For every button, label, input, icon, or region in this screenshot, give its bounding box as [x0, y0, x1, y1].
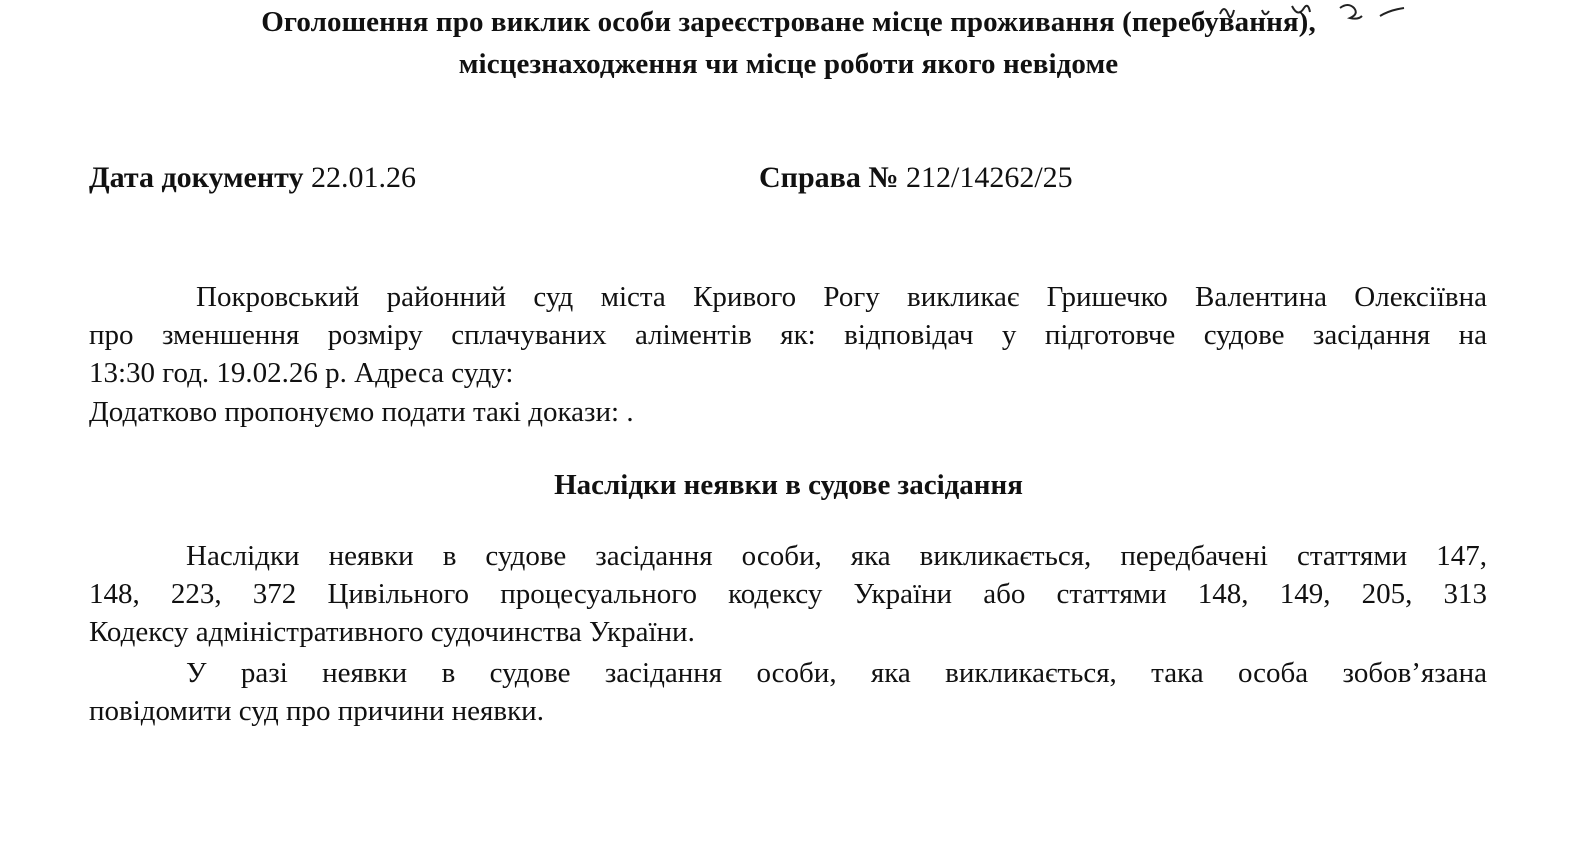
document-date-value: 22.01.26: [310, 161, 416, 194]
evidence-line: Додатково пропонуємо подати такі докази: .: [89, 396, 634, 428]
consequences-p1-line-3: Кодексу адміністративного судочинства України.: [89, 616, 695, 648]
consequences-paragraph-2: [89, 654, 1487, 730]
case-number-value: 212/14262/25: [905, 161, 1073, 194]
summons-line-3: 13:30 год. 19.02.26 р. Адреса суду:: [89, 357, 514, 389]
document-date-label: Дата документу: [89, 161, 304, 194]
document-date: [89, 158, 416, 198]
consequences-p2-line-2: повідомити суд про причини неявки.: [89, 695, 544, 727]
case-number: [759, 158, 1073, 198]
case-number-label: Справа №: [759, 161, 899, 194]
consequences-heading: Наслідки неявки в судове засідання: [554, 469, 1023, 501]
summons-line-2: про зменшення розміру сплачуваних аліментів як: відповідач у підготовче судове засідання на: [89, 319, 1487, 351]
summons-line-1: Покровський районний суд міста Кривого Рогу викликає Гришечко Валентина Олексіївна: [196, 281, 1487, 313]
summons-paragraph: [89, 278, 1487, 392]
document-title-line-1: Оголошення про виклик особи зареєстроване місце проживання (перебування),: [261, 6, 1316, 38]
consequences-paragraph-1: [89, 537, 1487, 651]
consequences-p1-line-2: 148, 223, 372 Цивільного процесуального кодексу України або статтями 148, 149, 205, 313: [89, 578, 1487, 610]
document-title-line-2: місцезнаходження чи місце роботи якого невідоме: [458, 48, 1119, 80]
consequences-p2-line-1: У разі неявки в судове засідання особи, яка викликається, така особа зобов’язана: [186, 657, 1487, 689]
consequences-p1-line-1: Наслідки неявки в судове засідання особи, яка викликається, передбачені статтями 147,: [186, 540, 1487, 572]
evidence-paragraph: [89, 393, 1487, 431]
